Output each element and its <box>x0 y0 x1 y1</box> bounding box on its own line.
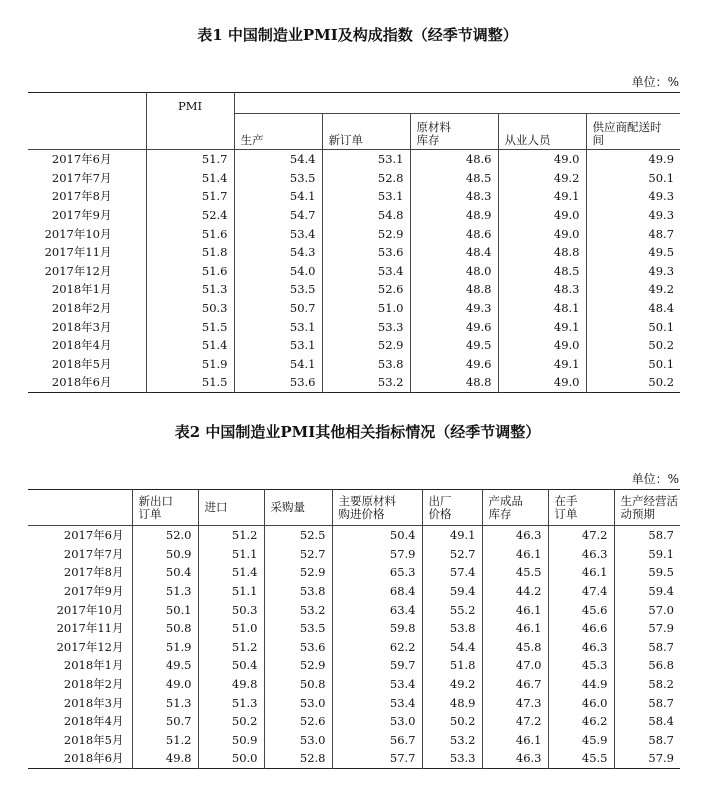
cell-value: 58.7 <box>614 526 680 545</box>
cell-value: 58.4 <box>614 712 680 731</box>
cell-value: 52.4 <box>146 206 234 225</box>
cell-value: 49.0 <box>498 224 586 243</box>
table1-unit: 单位：% <box>631 75 679 89</box>
table2-column-header: 采购量 <box>264 490 332 526</box>
cell-value: 51.3 <box>198 693 264 712</box>
cell-value: 51.1 <box>198 582 264 601</box>
cell-value: 59.7 <box>332 656 422 675</box>
cell-value: 51.9 <box>146 355 234 374</box>
cell-value: 44.9 <box>548 675 614 694</box>
cell-value: 53.1 <box>322 150 410 169</box>
cell-value: 53.8 <box>264 582 332 601</box>
cell-value: 49.2 <box>498 169 586 188</box>
row-month: 2018年3月 <box>51 319 112 334</box>
cell-value: 53.2 <box>264 600 332 619</box>
table-row <box>28 563 680 582</box>
table-row <box>28 280 680 299</box>
cell-value: 52.9 <box>322 224 410 243</box>
cell-value: 49.9 <box>586 150 680 169</box>
table2-column-header: 产成品 库存 <box>482 490 548 526</box>
cell-value: 50.3 <box>146 299 234 318</box>
table-row <box>28 526 680 545</box>
cell-value: 45.5 <box>548 749 614 768</box>
row-month: 2017年8月 <box>51 189 112 204</box>
cell-value: 52.0 <box>132 526 198 545</box>
cell-value: 51.4 <box>198 563 264 582</box>
cell-value: 47.0 <box>482 656 548 675</box>
cell-value: 52.9 <box>322 336 410 355</box>
cell-value: 55.2 <box>422 600 482 619</box>
cell-value: 45.9 <box>548 731 614 750</box>
cell-value: 53.6 <box>322 243 410 262</box>
row-month: 2017年11月 <box>44 245 112 260</box>
row-month: 2018年2月 <box>63 677 124 692</box>
cell-value: 49.3 <box>586 262 680 281</box>
cell-value: 49.5 <box>586 243 680 262</box>
cell-value: 47.3 <box>482 693 548 712</box>
cell-value: 48.4 <box>586 299 680 318</box>
cell-value: 49.3 <box>586 206 680 225</box>
cell-value: 49.8 <box>132 749 198 768</box>
cell-value: 53.0 <box>332 712 422 731</box>
cell-value: 53.0 <box>264 693 332 712</box>
cell-value: 51.8 <box>146 243 234 262</box>
cell-value: 51.1 <box>198 545 264 564</box>
cell-value: 50.8 <box>132 619 198 638</box>
table1-corner-cell <box>28 93 146 150</box>
table-row <box>28 243 680 262</box>
table-row <box>28 712 680 731</box>
cell-value: 52.7 <box>422 545 482 564</box>
cell-value: 57.9 <box>614 749 680 768</box>
table2-column-header: 新出口 订单 <box>132 490 198 526</box>
cell-value: 48.9 <box>422 693 482 712</box>
cell-value: 48.3 <box>410 187 498 206</box>
table2-other-indicators <box>28 489 680 769</box>
cell-value: 53.3 <box>322 317 410 336</box>
cell-value: 51.7 <box>146 187 234 206</box>
row-month: 2018年5月 <box>51 356 112 371</box>
row-month: 2018年3月 <box>63 695 124 710</box>
cell-value: 52.6 <box>322 280 410 299</box>
cell-value: 50.7 <box>234 299 322 318</box>
cell-value: 49.1 <box>422 526 482 545</box>
cell-value: 52.8 <box>322 169 410 188</box>
cell-value: 51.2 <box>132 731 198 750</box>
row-month: 2017年12月 <box>56 639 124 654</box>
cell-value: 49.0 <box>132 675 198 694</box>
cell-value: 50.1 <box>586 355 680 374</box>
cell-value: 48.3 <box>498 280 586 299</box>
cell-value: 52.7 <box>264 545 332 564</box>
cell-value: 48.0 <box>410 262 498 281</box>
cell-value: 57.4 <box>422 563 482 582</box>
cell-value: 51.3 <box>132 582 198 601</box>
cell-value: 51.5 <box>146 373 234 392</box>
cell-value: 53.0 <box>264 731 332 750</box>
cell-value: 46.3 <box>482 526 548 545</box>
cell-value: 45.6 <box>548 600 614 619</box>
cell-value: 50.1 <box>586 169 680 188</box>
cell-value: 54.1 <box>234 187 322 206</box>
cell-value: 50.9 <box>198 731 264 750</box>
cell-value: 51.3 <box>132 693 198 712</box>
table1-header-spacer <box>234 93 680 114</box>
row-month: 2017年10月 <box>44 226 112 241</box>
table2-title: 表2 中国制造业PMI其他相关指标情况（经季节调整） <box>174 423 541 441</box>
cell-value: 53.4 <box>322 262 410 281</box>
cell-value: 49.1 <box>498 355 586 374</box>
row-month: 2017年10月 <box>56 602 124 617</box>
table1-header-pmi: PMI <box>146 93 234 150</box>
table-row <box>28 582 680 601</box>
row-month: 2018年1月 <box>51 282 112 297</box>
cell-value: 51.9 <box>132 638 198 657</box>
cell-value: 49.2 <box>586 280 680 299</box>
cell-value: 51.5 <box>146 317 234 336</box>
table-row <box>28 262 680 281</box>
cell-value: 46.1 <box>482 545 548 564</box>
table1-column-header: 生产 <box>234 114 322 150</box>
table-row <box>28 656 680 675</box>
cell-value: 50.9 <box>132 545 198 564</box>
row-month: 2018年1月 <box>63 658 124 673</box>
cell-value: 51.2 <box>198 526 264 545</box>
cell-value: 54.0 <box>234 262 322 281</box>
cell-value: 45.8 <box>482 638 548 657</box>
table-row <box>28 600 680 619</box>
table-row <box>28 355 680 374</box>
cell-value: 54.8 <box>322 206 410 225</box>
cell-value: 51.0 <box>322 299 410 318</box>
cell-value: 53.6 <box>234 373 322 392</box>
cell-value: 52.9 <box>264 563 332 582</box>
table1-column-header: 供应商配送时 间 <box>586 114 680 150</box>
cell-value: 50.1 <box>586 317 680 336</box>
cell-value: 53.6 <box>264 638 332 657</box>
cell-value: 49.0 <box>498 336 586 355</box>
cell-value: 53.8 <box>322 355 410 374</box>
row-month: 2018年6月 <box>51 375 112 390</box>
cell-value: 50.8 <box>264 675 332 694</box>
cell-value: 46.7 <box>482 675 548 694</box>
table1-column-header: 原材料 库存 <box>410 114 498 150</box>
cell-value: 46.0 <box>548 693 614 712</box>
cell-value: 50.4 <box>198 656 264 675</box>
table1-pmi-components <box>28 92 680 393</box>
cell-value: 44.2 <box>482 582 548 601</box>
cell-value: 50.2 <box>198 712 264 731</box>
cell-value: 48.6 <box>410 224 498 243</box>
row-month: 2017年8月 <box>63 565 124 580</box>
cell-value: 48.1 <box>498 299 586 318</box>
row-month: 2018年2月 <box>51 301 112 316</box>
cell-value: 63.4 <box>332 600 422 619</box>
table-row <box>28 619 680 638</box>
table-row <box>28 731 680 750</box>
row-month: 2017年11月 <box>56 621 124 636</box>
cell-value: 48.6 <box>410 150 498 169</box>
cell-value: 50.2 <box>586 373 680 392</box>
table-row <box>28 373 680 392</box>
cell-value: 50.2 <box>422 712 482 731</box>
cell-value: 50.2 <box>586 336 680 355</box>
table-row <box>28 299 680 318</box>
cell-value: 46.1 <box>548 563 614 582</box>
table-row <box>28 224 680 243</box>
row-month: 2017年6月 <box>63 528 124 543</box>
row-month: 2018年4月 <box>63 714 124 729</box>
cell-value: 49.2 <box>422 675 482 694</box>
cell-value: 48.8 <box>410 280 498 299</box>
cell-value: 53.5 <box>264 619 332 638</box>
cell-value: 53.2 <box>422 731 482 750</box>
cell-value: 48.8 <box>498 243 586 262</box>
row-month: 2018年5月 <box>63 732 124 747</box>
cell-value: 57.7 <box>332 749 422 768</box>
cell-value: 49.5 <box>410 336 498 355</box>
cell-value: 52.8 <box>264 749 332 768</box>
cell-value: 59.5 <box>614 563 680 582</box>
cell-value: 49.1 <box>498 187 586 206</box>
table2-column-header: 出厂 价格 <box>422 490 482 526</box>
cell-value: 52.6 <box>264 712 332 731</box>
cell-value: 54.4 <box>422 638 482 657</box>
cell-value: 48.9 <box>410 206 498 225</box>
cell-value: 49.3 <box>586 187 680 206</box>
table1-title: 表1 中国制造业PMI及构成指数（经季节调整） <box>197 26 518 44</box>
table1-column-header: 新订单 <box>322 114 410 150</box>
table2-column-header: 进口 <box>198 490 264 526</box>
cell-value: 48.7 <box>586 224 680 243</box>
cell-value: 49.5 <box>132 656 198 675</box>
cell-value: 50.4 <box>332 526 422 545</box>
cell-value: 46.3 <box>548 545 614 564</box>
cell-value: 51.8 <box>422 656 482 675</box>
cell-value: 53.5 <box>234 169 322 188</box>
table-row <box>28 187 680 206</box>
cell-value: 54.7 <box>234 206 322 225</box>
table2-unit: 单位：% <box>631 472 679 486</box>
cell-value: 50.4 <box>132 563 198 582</box>
cell-value: 51.3 <box>146 280 234 299</box>
cell-value: 59.4 <box>614 582 680 601</box>
cell-value: 58.7 <box>614 731 680 750</box>
cell-value: 51.7 <box>146 150 234 169</box>
table-row <box>28 638 680 657</box>
row-month: 2017年7月 <box>63 546 124 561</box>
cell-value: 49.1 <box>498 317 586 336</box>
table-row <box>28 749 680 768</box>
cell-value: 53.4 <box>332 675 422 694</box>
table2-corner-cell <box>28 490 132 526</box>
cell-value: 53.1 <box>322 187 410 206</box>
cell-value: 57.9 <box>332 545 422 564</box>
table-row <box>28 545 680 564</box>
cell-value: 52.5 <box>264 526 332 545</box>
row-month: 2017年9月 <box>63 584 124 599</box>
table-row <box>28 675 680 694</box>
cell-value: 58.2 <box>614 675 680 694</box>
cell-value: 51.6 <box>146 262 234 281</box>
cell-value: 46.1 <box>482 619 548 638</box>
cell-value: 53.1 <box>234 336 322 355</box>
row-month: 2018年4月 <box>51 338 112 353</box>
cell-value: 48.8 <box>410 373 498 392</box>
cell-value: 50.1 <box>132 600 198 619</box>
cell-value: 48.5 <box>498 262 586 281</box>
cell-value: 50.0 <box>198 749 264 768</box>
cell-value: 46.1 <box>482 731 548 750</box>
cell-value: 47.2 <box>482 712 548 731</box>
cell-value: 50.3 <box>198 600 264 619</box>
table2-column-header: 生产经营活 动预期 <box>614 490 680 526</box>
cell-value: 46.6 <box>548 619 614 638</box>
cell-value: 51.2 <box>198 638 264 657</box>
table-row <box>28 169 680 188</box>
cell-value: 49.0 <box>498 373 586 392</box>
cell-value: 49.0 <box>498 206 586 225</box>
row-month: 2017年9月 <box>51 208 112 223</box>
cell-value: 59.8 <box>332 619 422 638</box>
cell-value: 57.9 <box>614 619 680 638</box>
row-month: 2017年6月 <box>51 152 112 167</box>
cell-value: 47.4 <box>548 582 614 601</box>
cell-value: 48.4 <box>410 243 498 262</box>
cell-value: 51.6 <box>146 224 234 243</box>
cell-value: 54.3 <box>234 243 322 262</box>
table-row <box>28 150 680 169</box>
cell-value: 46.1 <box>482 600 548 619</box>
cell-value: 56.8 <box>614 656 680 675</box>
cell-value: 49.0 <box>498 150 586 169</box>
cell-value: 45.5 <box>482 563 548 582</box>
cell-value: 59.1 <box>614 545 680 564</box>
cell-value: 46.2 <box>548 712 614 731</box>
cell-value: 53.5 <box>234 280 322 299</box>
row-month: 2017年7月 <box>51 170 112 185</box>
cell-value: 46.3 <box>548 638 614 657</box>
table-row <box>28 336 680 355</box>
cell-value: 45.3 <box>548 656 614 675</box>
cell-value: 51.0 <box>198 619 264 638</box>
cell-value: 53.4 <box>332 693 422 712</box>
cell-value: 58.7 <box>614 638 680 657</box>
cell-value: 49.8 <box>198 675 264 694</box>
cell-value: 56.7 <box>332 731 422 750</box>
table-row <box>28 206 680 225</box>
cell-value: 51.4 <box>146 336 234 355</box>
row-month: 2017年12月 <box>44 263 112 278</box>
cell-value: 59.4 <box>422 582 482 601</box>
cell-value: 49.6 <box>410 317 498 336</box>
cell-value: 53.4 <box>234 224 322 243</box>
table1-column-header: 从业人员 <box>498 114 586 150</box>
cell-value: 47.2 <box>548 526 614 545</box>
cell-value: 51.4 <box>146 169 234 188</box>
cell-value: 53.2 <box>322 373 410 392</box>
cell-value: 53.1 <box>234 317 322 336</box>
table-row <box>28 693 680 712</box>
cell-value: 62.2 <box>332 638 422 657</box>
cell-value: 58.7 <box>614 693 680 712</box>
cell-value: 46.3 <box>482 749 548 768</box>
cell-value: 50.7 <box>132 712 198 731</box>
cell-value: 68.4 <box>332 582 422 601</box>
cell-value: 49.6 <box>410 355 498 374</box>
cell-value: 52.9 <box>264 656 332 675</box>
cell-value: 54.4 <box>234 150 322 169</box>
table-row <box>28 317 680 336</box>
cell-value: 49.3 <box>410 299 498 318</box>
row-month: 2018年6月 <box>63 751 124 766</box>
table2-column-header: 在手 订单 <box>548 490 614 526</box>
table2-column-header: 主要原材料 购进价格 <box>332 490 422 526</box>
cell-value: 53.8 <box>422 619 482 638</box>
cell-value: 53.3 <box>422 749 482 768</box>
cell-value: 57.0 <box>614 600 680 619</box>
cell-value: 65.3 <box>332 563 422 582</box>
cell-value: 54.1 <box>234 355 322 374</box>
cell-value: 48.5 <box>410 169 498 188</box>
